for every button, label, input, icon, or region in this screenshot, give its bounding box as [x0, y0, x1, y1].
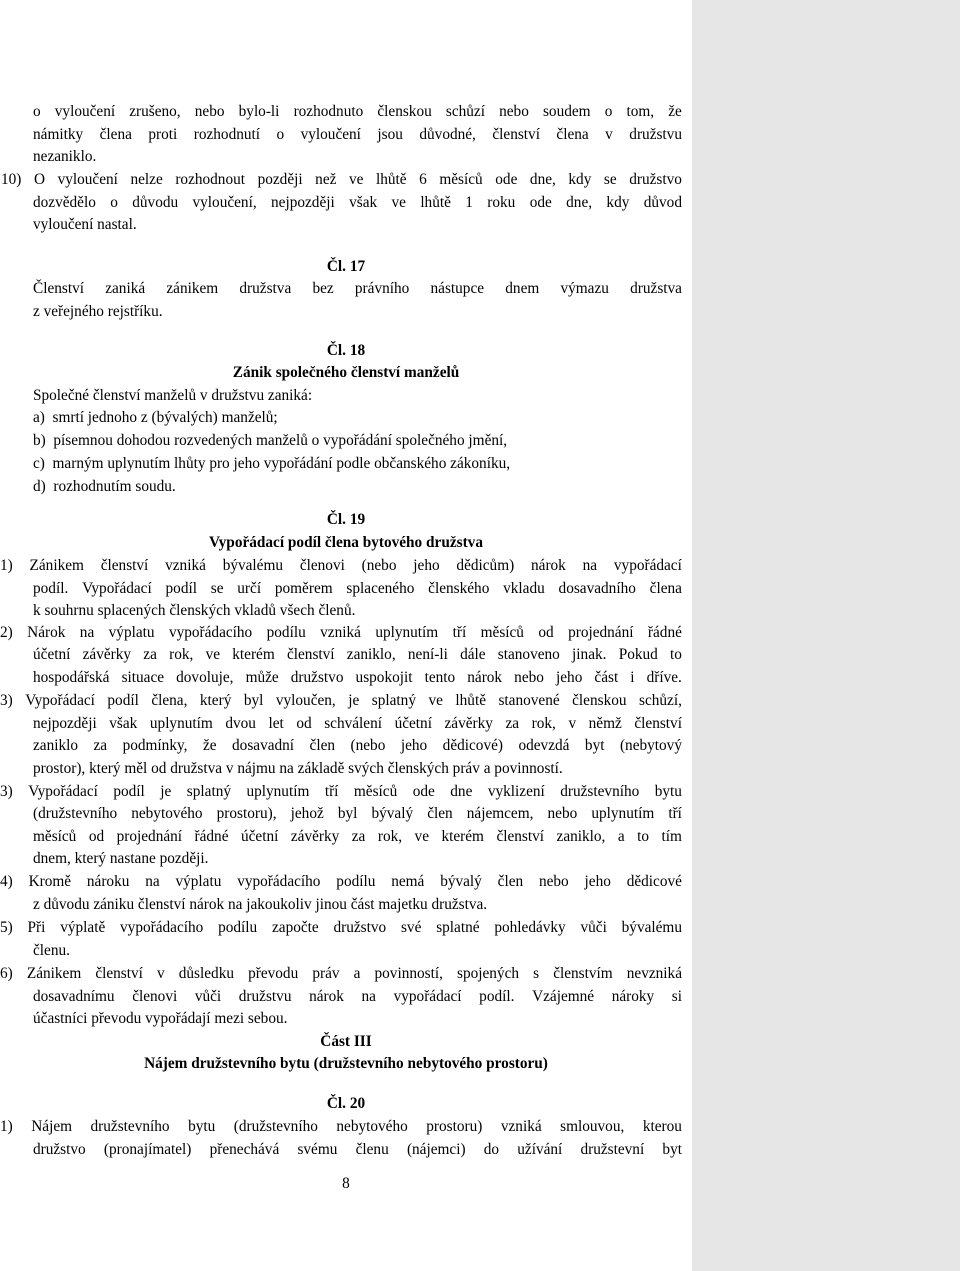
- text-line: družstvo (pronajímatel) přenechává svému členu (nájemci) do užívání družstevní byt: [33, 1141, 682, 1158]
- text-line: hospodářská situace dovoluje, může družstvo uspokojit tento nárok nebo jeho část i dříve.: [33, 669, 682, 686]
- text-line: k souhrnu splacených členských vkladů všech členů.: [33, 602, 356, 619]
- text-line: Čl. 19: [326, 511, 366, 528]
- text-line: Čl. 18: [326, 342, 366, 359]
- text-line: členu.: [33, 942, 70, 959]
- text-line: zaniklo za podmínky, že dosavadní člen (nebo jeho dědicové) odevzdá byt (nebytový: [33, 737, 682, 754]
- text-line: Vypořádací podíl člena bytového družstva: [209, 534, 483, 551]
- text-line: 4) Kromě nároku na výplatu vypořádacího podílu nemá bývalý člen nebo jeho dědicové: [0, 873, 682, 890]
- text-line: a) smrtí jednoho z (bývalých) manželů;: [33, 409, 278, 426]
- text-line: z důvodu zániku členství nárok na jakoukoliv jinou část majetku družstva.: [33, 896, 488, 913]
- text-line: prostor), který měl od družstva v nájmu na základě svých členských práv a povinností.: [33, 760, 563, 777]
- text-line: Čl. 20: [326, 1095, 366, 1112]
- text-line: (družstevního nebytového prostoru), jehož byl bývalý člen nájemcem, nebo uplynutím tří: [33, 805, 682, 822]
- text-line: b) písemnou dohodou rozvedených manželů o vypořádání společného jmění,: [33, 432, 508, 449]
- comment-margin: [692, 0, 960, 1271]
- text-line: nejpozději však uplynutím dvou let od schválení účetní závěrky za rok, v němž členství: [33, 715, 682, 732]
- text-line: námitky člena proti rozhodnutí o vyloučení jsou důvodné, členství člena v družstvu: [33, 126, 682, 143]
- text-line: Společné členství manželů v družstvu zaniká:: [33, 387, 313, 404]
- text-line: dosavadnímu členovi vůči družstvu nárok na vypořádací podíl. Vzájemné nároky si: [33, 988, 682, 1005]
- text-line: účastníci převodu vypořádají mezi sebou.: [33, 1010, 288, 1027]
- text-line: Členství zaniká zánikem družstva bez právního nástupce dnem výmazu družstva: [33, 280, 682, 297]
- text-line: o vyloučení zrušeno, nebo bylo-li rozhodnuto členskou schůzí nebo soudem o tom, že: [33, 103, 682, 120]
- text-line: c) marným uplynutím lhůty pro jeho vypořádání podle občanského zákoníku,: [33, 455, 511, 472]
- text-line: 3) Vypořádací podíl člena, který byl vyloučen, je splatný ve lhůtě stanovené členskou schůzí,: [0, 692, 682, 709]
- text-line: z veřejného rejstříku.: [33, 303, 163, 320]
- text-line: Část III: [320, 1033, 372, 1050]
- text-line: 6) Zánikem členství v důsledku převodu práv a povinností, spojených s členstvím nevzniká: [0, 965, 682, 982]
- text-line: 1) Zánikem členství vzniká bývalému členovi (nebo jeho dědicům) nárok na vypořádací: [0, 557, 682, 574]
- text-line: 3) Vypořádací podíl je splatný uplynutím tří měsíců ode dne vyklizení družstevního bytu: [0, 783, 682, 800]
- text-line: měsíců od projednání řádné účetní závěrky za rok, ve kterém členství zaniklo, a to tím: [33, 828, 682, 845]
- text-line: 10) O vyloučení nelze rozhodnout později než ve lhůtě 6 měsíců ode dne, kdy se družstvo: [1, 171, 682, 188]
- text-line: podíl. Vypořádací podíl se určí poměrem splaceného členského vkladu dosavadního člena: [33, 580, 682, 597]
- text-line: 5) Při výplatě vypořádacího podílu započte družstvo své splatné pohledávky vůči bývalému: [0, 919, 682, 936]
- text-line: dnem, který nastane později.: [33, 850, 209, 867]
- text-line: účetní závěrky za rok, ve kterém členství zaniklo, není-li dále stanoveno jinak. Pokud to: [33, 646, 682, 663]
- page-number: 8: [342, 1175, 350, 1192]
- text-line: Nájem družstevního bytu (družstevního nebytového prostoru): [144, 1055, 548, 1072]
- text-line: Čl. 17: [326, 258, 366, 275]
- text-line: d) rozhodnutím soudu.: [33, 478, 176, 495]
- text-line: 2) Nárok na výplatu vypořádacího podílu vzniká uplynutím tří měsíců od projednání řádné: [0, 624, 682, 641]
- text-line: 1) Nájem družstevního bytu (družstevního nebytového prostoru) vzniká smlouvou, kterou: [0, 1118, 682, 1135]
- text-line: vyloučení nastal.: [33, 216, 137, 233]
- text-line: nezaniklo.: [33, 148, 97, 165]
- text-line: Zánik společného členství manželů: [232, 364, 460, 381]
- text-line: dozvědělo o důvodu vyloučení, nejpozději však ve lhůtě 1 roku ode dne, kdy důvod: [33, 194, 682, 211]
